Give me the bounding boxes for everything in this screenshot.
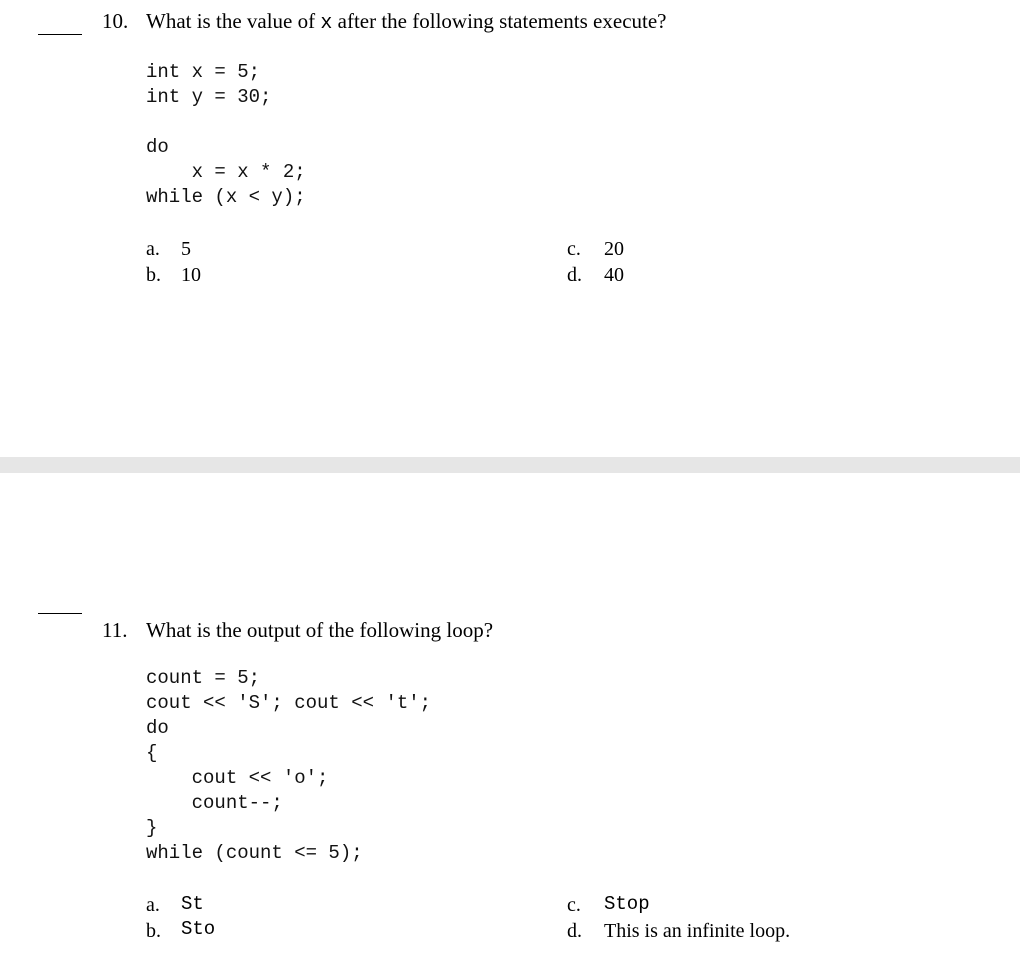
choice-letter: d. bbox=[567, 920, 582, 942]
choice-text: 5 bbox=[181, 238, 191, 260]
choice-text: Stop bbox=[604, 893, 650, 915]
question-prompt: What is the output of the following loop? bbox=[146, 618, 494, 642]
page-separator bbox=[0, 457, 1020, 473]
prompt-part: What is the value of bbox=[146, 9, 321, 33]
code-line: int x = 5; bbox=[146, 61, 261, 83]
question-prompt bbox=[146, 9, 667, 36]
choice-text: 10 bbox=[181, 264, 201, 286]
prompt-part: after the following statements execute? bbox=[332, 9, 667, 33]
choice-letter: c. bbox=[567, 894, 581, 916]
code-line: while (count <= 5); bbox=[146, 842, 363, 864]
code-line: count--; bbox=[146, 792, 283, 814]
choice-letter: d. bbox=[567, 264, 582, 286]
question-number: 10. bbox=[102, 9, 129, 33]
answer-blank-11[interactable] bbox=[38, 613, 82, 614]
prompt-variable: x bbox=[320, 12, 333, 35]
question-number: 11. bbox=[102, 618, 128, 642]
code-line: cout << 'o'; bbox=[146, 767, 329, 789]
answer-blank-10[interactable] bbox=[38, 34, 82, 35]
choice-text: St bbox=[181, 893, 204, 915]
code-line: { bbox=[146, 742, 158, 764]
choice-text: 40 bbox=[604, 264, 624, 286]
code-line: while (x < y); bbox=[146, 186, 306, 208]
code-line: } bbox=[146, 817, 158, 839]
choice-letter: a. bbox=[146, 894, 160, 916]
code-line: cout << 'S'; cout << 't'; bbox=[146, 692, 432, 714]
choice-letter: b. bbox=[146, 920, 161, 942]
choice-text: Sto bbox=[181, 918, 216, 940]
code-line: x = x * 2; bbox=[146, 161, 306, 183]
choice-text: 20 bbox=[604, 238, 624, 260]
choice-text: This is an infinite loop. bbox=[604, 920, 791, 942]
choice-letter: c. bbox=[567, 238, 581, 260]
code-line: do bbox=[146, 717, 169, 739]
choice-letter: a. bbox=[146, 238, 160, 260]
code-line: count = 5; bbox=[146, 667, 261, 689]
question-11-page bbox=[0, 473, 1020, 957]
code-line: do bbox=[146, 136, 169, 158]
choice-letter: b. bbox=[146, 264, 161, 286]
code-line: int y = 30; bbox=[146, 86, 272, 108]
question-10-page bbox=[0, 0, 1020, 457]
